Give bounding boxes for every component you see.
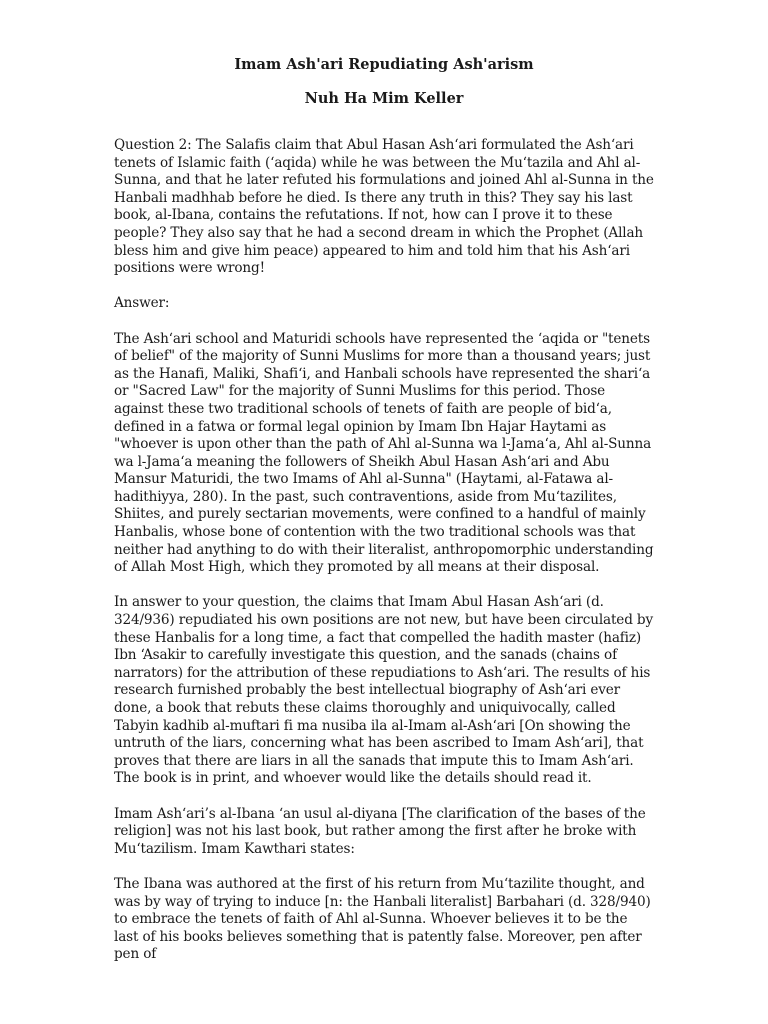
document-body <box>114 137 654 964</box>
paragraph-question: Question 2: The Salafis claim that Abul Hasan Ash‘ari formulated the Ash‘ari tenets of Islamic faith (‘aqida) while he was between the Mu‘tazila and Ahl al-Sunna, and that he later refuted his formulations and joined Ahl al-Sunna in the Hanbali madhhab before he died. Is there any truth in this? They say his last book, al-Ibana, contains the refutations. If not, how can I prove it to these people? They also say that he had a second dream in which the Prophet (Allah bless him and give him peace) appeared to him and told him that his Ash‘ari positions were wrong! <box>114 137 654 277</box>
paragraph-ibana: Imam Ash‘ari’s al-Ibana ‘an usul al-diyana [The clarification of the bases of the religion] was not his last book, but rather among the first after he broke with Mu‘tazilism. Imam Kawthari states: <box>114 805 646 857</box>
paragraph-answer-heading: Answer: <box>114 295 170 312</box>
document-author: Nuh Ha Mim Keller <box>304 90 464 107</box>
paragraph-kawthari-quote: The Ibana was authored at the first of his return from Mu‘tazilite thought, and was by way of trying to induce [n: the Hanbali literalist] Barbahari (d. 328/940) to embrace the tenets of faith of Ahl al-Sunna. Whoever believes it to be the last of his books believes something that is patently false. Moreover, pen after pen of <box>114 875 651 963</box>
document-title: Imam Ash'ari Repudiating Ash'arism <box>234 56 534 73</box>
paragraph-schools: The Ash‘ari school and Maturidi schools have represented the ‘aqida or "tenets of belief" of the majority of Sunni Muslims for more than a thousand years; just as the Hanafi, Maliki, Shafi‘i, and Hanbali schools have represented the shari‘a or "Sacred Law" for the majority of Sunni Muslims for this period. Those against these two traditional schools of tenets of faith are people of bid‘a, defined in a fatwa or formal legal opinion by Imam Ibn Hajar Haytami as "whoever is upon other than the path of Ahl al-Sunna wa l-Jama‘a, Ahl al-Sunna wa l-Jama‘a meaning the followers of Sheikh Abul Hasan Ash‘ari and Abu Mansur Maturidi, the two Imams of Ahl al-Sunna" (Haytami, al-Fatawa al-hadithiyya, 280). In the past, such contraventions, aside from Mu‘tazilites, Shiites, and purely sectarian movements, were confined to a handful of mainly Hanbalis, whose bone of contention with the two traditional schools was that neither had anything to do with their literalist, anthropomorphic understanding of Allah Most High, which they promoted by all means at their disposal. <box>114 330 654 576</box>
paragraph-claims: In answer to your question, the claims that Imam Abul Hasan Ash‘ari (d. 324/936) repudiated his own positions are not new, but have been circulated by these Hanbalis for a long time, a fact that compelled the hadith master (hafiz) Ibn ‘Asakir to carefully investigate this question, and the sanads (chains of narrators) for the attribution of these repudiations to Ash‘ari. The results of his research furnished probably the best intellectual biography of Ash‘ari ever done, a book that rebuts these claims thoroughly and uniquivocally, called Tabyin kadhib al-muftari fi ma nusiba ila al-Imam al-Ash‘ari [On showing the untruth of the liars, concerning what has been ascribed to Imam Ash‘ari], that proves that there are liars in all the sanads that impute this to Imam Ash‘ari. The book is in print, and whoever would like the details should read it. <box>114 594 653 787</box>
